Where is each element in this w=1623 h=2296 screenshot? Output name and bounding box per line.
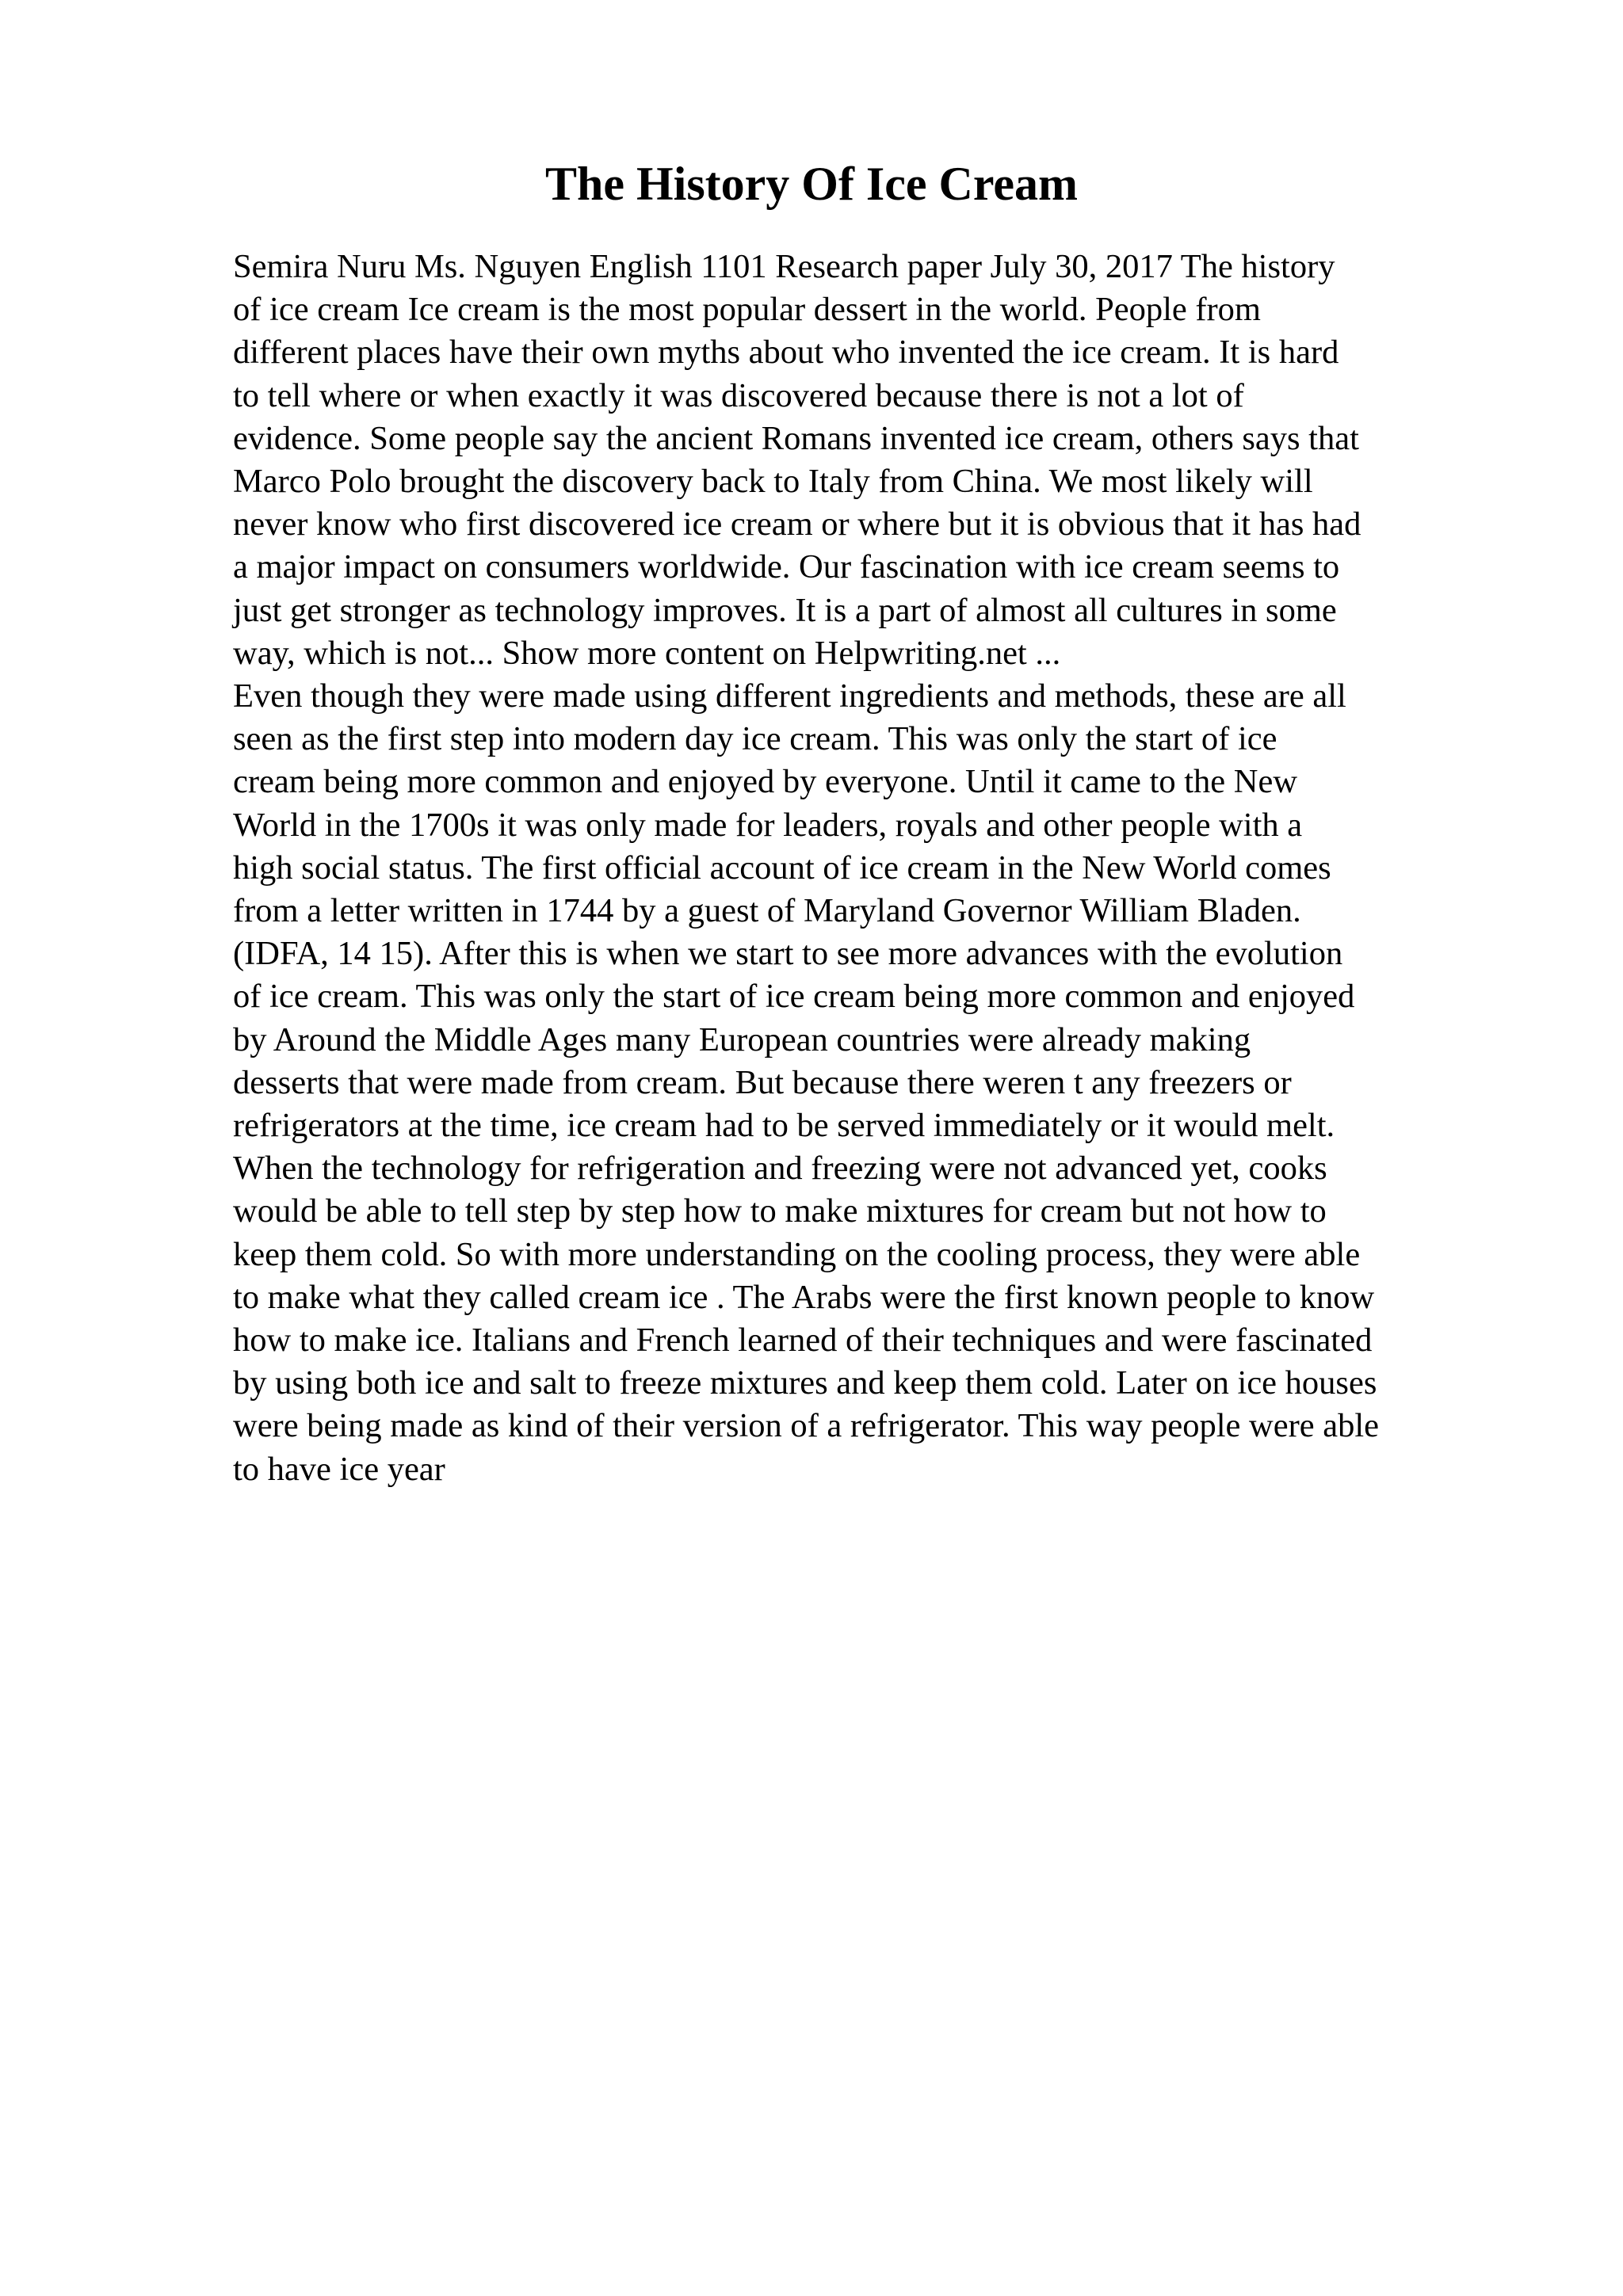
body-line: desserts that were made from cream. But because there weren t any freezers or bbox=[233, 1063, 1292, 1101]
body-line: (IDFA, 14 15). After this is when we start to see more advances with the evolution bbox=[233, 935, 1343, 973]
body-line: by Around the Middle Ages many European countries were already making bbox=[233, 1020, 1251, 1058]
document-title: The History Of Ice Cream bbox=[544, 158, 1079, 210]
body-line: different places have their own myths about who invented the ice cream. It is hard bbox=[233, 334, 1339, 372]
body-line: were being made as kind of their version of a refrigerator. This way people were able bbox=[233, 1407, 1380, 1445]
body-line: Semira Nuru Ms. Nguyen English 1101 Research paper July 30, 2017 The history bbox=[233, 248, 1335, 285]
body-line: to make what they called cream ice . The Arabs were the first known people to know bbox=[233, 1278, 1375, 1316]
body-line: of ice cream Ice cream is the most popular dessert in the world. People from bbox=[233, 291, 1261, 329]
body-line: how to make ice. Italians and French learned of their techniques and were fascinated bbox=[233, 1322, 1373, 1360]
body-line: way, which is not... Show more content on Helpwriting.net ... bbox=[233, 634, 1061, 672]
body-line: to tell where or when exactly it was discovered because there is not a lot of bbox=[233, 376, 1244, 414]
body-line: would be able to tell step by step how to make mixtures for cream but not how to bbox=[233, 1192, 1327, 1230]
body-line: from a letter written in 1744 by a guest of Maryland Governor William Bladen. bbox=[233, 892, 1301, 930]
body-line: When the technology for refrigeration and freezing were not advanced yet, cooks bbox=[233, 1150, 1327, 1188]
body-line: evidence. Some people say the ancient Romans invented ice cream, others says that bbox=[233, 419, 1359, 457]
document-body bbox=[233, 246, 1517, 1491]
body-line: high social status. The first official account of ice cream in the New World comes bbox=[233, 849, 1331, 887]
body-line: of ice cream. This was only the start of ice cream being more common and enjoyed bbox=[233, 978, 1355, 1016]
body-line: refrigerators at the time, ice cream had to be served immediately or it would melt. bbox=[233, 1107, 1335, 1145]
body-line: cream being more common and enjoyed by everyone. Until it came to the New bbox=[233, 763, 1298, 801]
body-line: World in the 1700s it was only made for leaders, royals and other people with a bbox=[233, 806, 1303, 844]
body-line: keep them cold. So with more understanding on the cooling process, they were able bbox=[233, 1235, 1361, 1273]
body-line: a major impact on consumers worldwide. Our fascination with ice cream seems to bbox=[233, 548, 1340, 586]
body-line: to have ice year bbox=[233, 1450, 445, 1488]
body-line: just get stronger as technology improves. It is a part of almost all cultures in some bbox=[233, 591, 1337, 629]
body-line: Even though they were made using different ingredients and methods, these are all bbox=[233, 677, 1346, 715]
body-line: Marco Polo brought the discovery back to Italy from China. We most likely will bbox=[233, 463, 1313, 501]
body-line: seen as the first step into modern day ice cream. This was only the start of ice bbox=[233, 720, 1277, 758]
body-line: by using both ice and salt to freeze mixtures and keep them cold. Later on ice houses bbox=[233, 1364, 1377, 1402]
body-line: never know who first discovered ice cream or where but it is obvious that it has had bbox=[233, 505, 1361, 543]
